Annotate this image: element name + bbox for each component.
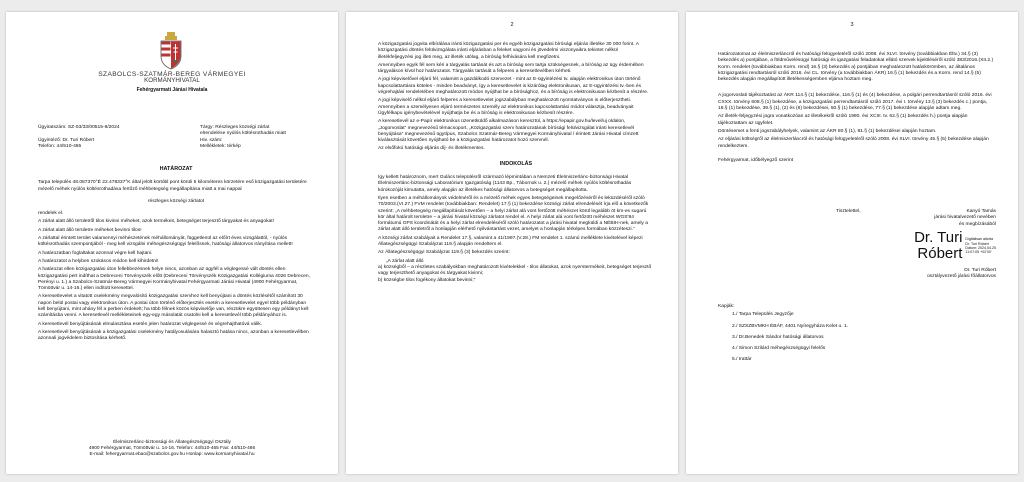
organization-header bbox=[6, 72, 338, 93]
coat-of-arms-icon bbox=[158, 32, 184, 70]
org-name-line1: SZABOLCS-SZATMÁR-BEREG VÁRMEGYEI bbox=[98, 71, 246, 78]
paragraph: A határozat ellen közigazgatási úton fellebbezésnek helye nincs, azonban az ügyfél a véglegessé vált döntés ellen közigazgatási pert indíthat a Debreceni Törvényszék előtt (Debreceni Törvényszék Közigazgatási Kollégiuma 4026 Debrecen, Perényi u. 1.) a Szabolcs-Szatmár-Bereg Vármegyei Kormányhivatal Fehérgyarmati Járási Hivatal (4900 Fehérgyarmat, Tömöttvár u. 14-16.) ellen indított keresettel. bbox=[38, 267, 310, 292]
footer-line: E-mail: fehergyarmat.ebao@szabolcs.gov.hu Honlap: www.kormanyhivatal.hu bbox=[89, 452, 255, 457]
subject-line2: elrendelése nyúlós költésrothadás miatt bbox=[200, 131, 286, 137]
signature-name: Dr. Turi bbox=[914, 228, 963, 246]
page-1-body bbox=[38, 166, 314, 345]
paragraph: A községi zárlat szabályait a Rendelet 17.§, valamint a 41/1997.(V.28.) FM rendelet 1. számú melléklete kivételével képezi Állategészségügyi Szabályzat 119.§ alapján rendeltem el. bbox=[378, 235, 643, 248]
signature-detail: Dr. Turi Róbert bbox=[965, 241, 989, 246]
paragraph: A keresetlevél benyújtásának elmulasztása esetén jelen határozat véglegessé és végrehajthatóvá válik. bbox=[38, 321, 263, 327]
order-title: részleges községi zárlatot bbox=[147, 198, 205, 204]
paragraph: A jogi képviselővel eljáró fél, valamint a gazdálkodó szervezet - mint az E-ügyintézési tv. alapján elektronikus úton történő kapcsolattartásra köteles - minden beadványt, így a keresetlevelet is kizárólag elektronikusan, az E-ügyintézési tv.-ben és végrehajtási rendeletében meghatározott módon nyújthat be a bírósághoz, és a bíróság is elektronikusan kézbesít a részére. bbox=[378, 77, 649, 96]
recipient-item: 3./ Dr.Benedek Sándor hatósági állatorvos bbox=[732, 334, 824, 340]
signer-line: járási hivatalvezető nevében bbox=[934, 215, 996, 221]
page-3-body bbox=[718, 52, 994, 166]
page-3 bbox=[686, 12, 1018, 474]
page-2 bbox=[346, 12, 678, 474]
paragraph: A keresetlevél az e-Papír elektronikus üzenetküldő alkalmazáson keresztül, a https://epapir.gov.hu/level/uj oldalon, „Jogorvoslat” megnevezésű témacsoport, „Közigazgatási szerv határozatának bírósági felülvizsgálat iránti keresetlevél benyújtása” megnevezésű ügytípus, Szabolcs Szatmár-Bereg Vármegyei Kormányhivatal / érintett Járási Hivatal címzett kiválasztását követően nyújtható be a közigazgatási határozatot hozó szervnél. bbox=[378, 119, 639, 144]
recipient-item: 2./ SZSZBVMKH ÉBÁF, 4401 Nyíregyháza Kelet u. 1. bbox=[732, 323, 849, 329]
place-date: Fehérgyarmat, időbélyegző szerint bbox=[718, 157, 794, 163]
quote-line: a) községből – a részletes szabályokban meghatározott kivételekkel - tilos állatokat, azok nyerstermékeit, betegséget terjesztő vagy terjeszthető anyagokat és tárgyakat kivinni; bbox=[378, 264, 652, 277]
signer-line: és megbízásából bbox=[959, 221, 996, 227]
paragraph: Döntésemet a fenti jogszabályhelyek, valamint az ÁKR 80.§ (1), 81.§ (1) bekezdései alapján hoztam. bbox=[718, 128, 937, 134]
paragraph: A zárlattal érintett terület valamennyi méhészetének méhállományát, függetlenül az előírt éves vizsgálattól, - nyúlós költésrothadás szempontjából - meg kell vizsgálni méhegészségügyi felelősnek, hatósági állatorvos irányítása mellett! bbox=[38, 236, 293, 248]
signer-title: osztályvezető járási főállatorvos bbox=[926, 274, 996, 280]
paragraph: A keresetlevél benyújtásának a közigazgatási cselekmény hatályosulására halasztó hatása nincs, azonban a keresetlevélben azonnali jogvédelem biztosítása kérhető. bbox=[38, 329, 309, 342]
greeting: Tisztelettel, bbox=[836, 209, 861, 214]
subject: Tárgy: Részleges községi zárlat bbox=[200, 125, 270, 130]
paragraph: A zárlat alatt álló területre méheket bevinni tilos! bbox=[38, 227, 142, 233]
recipient-item: 5./ Irattár bbox=[732, 357, 752, 363]
reference-number: Hiv. szám: bbox=[200, 137, 223, 143]
page-1 bbox=[6, 12, 338, 474]
recipient-item: 1./ Tarpa Település Jegyzője bbox=[732, 312, 794, 318]
paragraph: A zárlat alatt álló területről tilos kivinni méheket, azok termékeit, betegséget terjesztő tárgyakat és anyagokat! bbox=[38, 219, 274, 225]
org-name-line2: KORMÁNYHIVATAL bbox=[144, 77, 200, 85]
paragraph: Amennyiben egyik fél sem kéri a tárgyalás tartását és azt a bíróság sem tartja szükségesnek, a bíróság az ügy érdemében tárgyaláson kívül hoz határozatot. Tárgyalás tartását a felperes a keresetlevélben kérheti. bbox=[378, 62, 644, 75]
recipient-item: 4./ Simon Szilárd méhegészségügyi felelős bbox=[732, 346, 826, 352]
paragraph: Az elsőfokú hatósági eljárás díj- és illetékmentes. bbox=[378, 146, 485, 152]
digital-signature bbox=[836, 230, 996, 262]
footer-line: 4900 Fehérgyarmat, Tömöttvár u. 14-16. Telefon: 44/510-465 Fax: 44/510-466 bbox=[88, 446, 256, 451]
paragraph: Az eljárási költségről az élelmiszerláncról és hatósági felügyeletéről szóló 2008. évi XLVI. törvény 45.§ (5) bekezdése alapján rendelkeztem. bbox=[718, 137, 989, 149]
signature-detail: Digitálisan aláírta bbox=[965, 237, 993, 242]
signature-details bbox=[965, 237, 996, 254]
footer-line: Élelmiszerlánc-biztonsági és Állategészségügyi Osztály bbox=[113, 440, 231, 445]
paragraph: A határozatban foglaltakat azonnal végre kell hajtani. bbox=[38, 250, 153, 256]
page-number: 2 bbox=[510, 22, 514, 28]
paragraph: A jogi képviselő nélkül eljáró felperes a keresetlevelet jogszabályban meghatározott nyomtatványon is előterjesztheti. Amennyiben a személyesen eljáró természetes személy az elektronikus kapcsolattartási módot választja, beadványait Ügyfélkapu igénybevételével nyújthatja be és a bíróság is elektronikusan kézbesít részére. bbox=[378, 98, 634, 116]
paragraph: A közigazgatási jogvita elbírálása iránti közigazgatási per és egyéb közigazgatási bírósági eljárás illetéke 30 000 forint. A közigazgatási döntés felülvizsgálata iránti eljárásban a feleket vagyoni és jövedelmi viszonyaikra tekintet nélkül illetékfeljegyzési jog illeti meg, az illeték utólag, a bíróság felhívására kell megfizetni. bbox=[378, 42, 639, 60]
paragraph: A határozatot a helyben szokásos módon kell kihirdetni! bbox=[38, 258, 159, 264]
phone: Telefon: 44/510-465 bbox=[38, 143, 82, 149]
signature-name: Róbert bbox=[917, 244, 963, 262]
signature-block bbox=[836, 209, 996, 280]
quote-line: b) községbe tilos fogékony állatokat bevinni;” bbox=[378, 277, 476, 283]
quote-line: „A zárlat alatt álló bbox=[386, 258, 424, 264]
signature-detail: 11:07:05 +02'00' bbox=[965, 250, 992, 255]
intro-paragraph: Tarpa település 48.087370°É 22.478337°K által jelölt körtóbl pont körüli 5 kilométeres körzetére eső közigazgatási területére mézelő méhek nyúlós költésrothadása fertőző méhbetegség megállapítása miatt a mai nappal bbox=[38, 180, 307, 192]
signature-detail: Dátum: 2024.04.25 bbox=[965, 245, 996, 250]
paragraph: Határozatomat az élelmiszerláncról és hatósági felügyeletéről szóló 2008. évi XLVI. törvény (továbbiakban Éltv.) 34.§ (3) bekezdés a) pontjában, a földművelésügyi hatósági és igazgatási feladatokat ellátó szervek kijelöléséről szóló 383/2016.(XII.2.) Korm. rendelet (továbbiakban Korm. rend) 16.§ (3) bekezdés a) pontjában meghatározott hatáskörömben, az általános közigazgatási rendtartásról szóló 2016. évi CL. törvény (a továbbiakban ÁKR) 16.§ (1) bekezdés és a Korm. rend 14.§ (5) bekezdés alapján megállapított illetékességemben eljárva hoztam meg. bbox=[718, 52, 994, 83]
file-number: Ügyiratszám: SZ-03/33/00515-8/2024 bbox=[38, 125, 120, 130]
page-2-body bbox=[378, 42, 654, 286]
paragraph: A jogorvoslati tájékoztatást az ÁKR 114.§ (1) bekezdése, 116.§ (1) és (4) bekezdése, a polgári perrendtartásról szóló 2016. évi CXXX. törvény 608.§ (1) bekezdése, a közigazgatási perrendtartásról szóló 2017. évi I. törvény 13.§ (3) bekezdés c.) pontja, 18.§ (1) bekezdése, 39.§ (1), (2) és (6) bekezdései, 50.§ (1) bekezdése, 77.§ (1) bekezdése alapján adtam meg. bbox=[718, 93, 992, 112]
org-name-line3: Fehérgyarmati Járási Hivatala bbox=[136, 86, 208, 93]
paragraph: Az illeték-feljegyzési jogra vonatkozóan az illetékekről szóló 1990. évi XCIII. tv. 62.§ (1) bekezdés h.) pontja alapján tájékoztattam az ügyfelet. bbox=[718, 114, 968, 126]
case-officer: Ügyintéző: Dr. Turi Róbert bbox=[38, 137, 95, 143]
page-number: 3 bbox=[850, 22, 854, 28]
paragraph: A keresetlevelet a vitatott cselekmény megvalósító közigazgatási szervhez kell benyújtani a döntés közlésétől számított 30 napon belül postai vagy elektronikus úton. A postai úton történő előterjesztés esetén a keresetlevelet egyel több példányban kell benyújtani, mint ahány fél a perben érdekelt; ha több félnek közös képviselője van, részükre együttesen egy példányt kell számításba venni. A keresetlevél mellékleteinek egy-egy másolatát csatolni kell a keresetlevél több példányához is. bbox=[38, 294, 309, 319]
recipients bbox=[718, 304, 994, 369]
paragraph: Így kellett határoznom, mert Gulács településről származó lépmintában a Nemzeti Élelmiszerlánc-biztonsági Hivatal Élelmiszerlánc-biztonsági Laboratórium Igazgatóság (1143 Bp., Tábornok u. 2.) mézelő méhek nyúlós költésrothadás kórokozóját kimutatta, amely alapján az illetékes hatósági állatorvos a betegséget megállapította. bbox=[378, 175, 632, 193]
document-meta bbox=[38, 125, 318, 150]
paragraph: Ilyen esetben a méhállományok védelméről és a mézelő méhek egyes betegségeinek megelőzéséről és leküzdéséről szóló 70/2003.(VI.27.) FVM rendelet (továbbiakban: Rendelet) 17.§ (1) bekezdése községi zárlat elrendelését írja elő a következők szerint: „A méhbetegség megállapítását követően – a helyi zárlat alá vont fertőzött méhészet körül legalább öt km-es sugarú kör által határolt területre – a járási hivatal községi zárlatot rendel el. A helyi zárlat alá vont fertőzött méhészet WGS'84 formátumú GPS koordinátát és a helyi zárlat elrendeléséről szóló határozatot a járási hivatal megküldi a NÉBIH-nek, amely a zárlat alatt álló területről a honlapján elérhető nyilvántartást vezet, amelyet a honlapján térképes formában közzéteszi.” bbox=[378, 195, 649, 233]
signer-line: Kanyó Tamás bbox=[966, 209, 996, 214]
signer-name: Dr. Turi Róbert bbox=[964, 267, 996, 273]
page-footer bbox=[6, 440, 338, 458]
recipients-label: Kapják: bbox=[718, 304, 735, 309]
decision-heading: HATÁROZAT bbox=[159, 166, 193, 172]
attachments: Mellékletek: térkép bbox=[200, 143, 241, 149]
reasoning-heading: INDOKOLÁS bbox=[499, 160, 533, 167]
paragraph: Az Állategészségügyi Szabályzat 119.§ (3) bekezdés szerint: bbox=[378, 250, 510, 256]
paragraph: rendelek el. bbox=[38, 211, 64, 217]
